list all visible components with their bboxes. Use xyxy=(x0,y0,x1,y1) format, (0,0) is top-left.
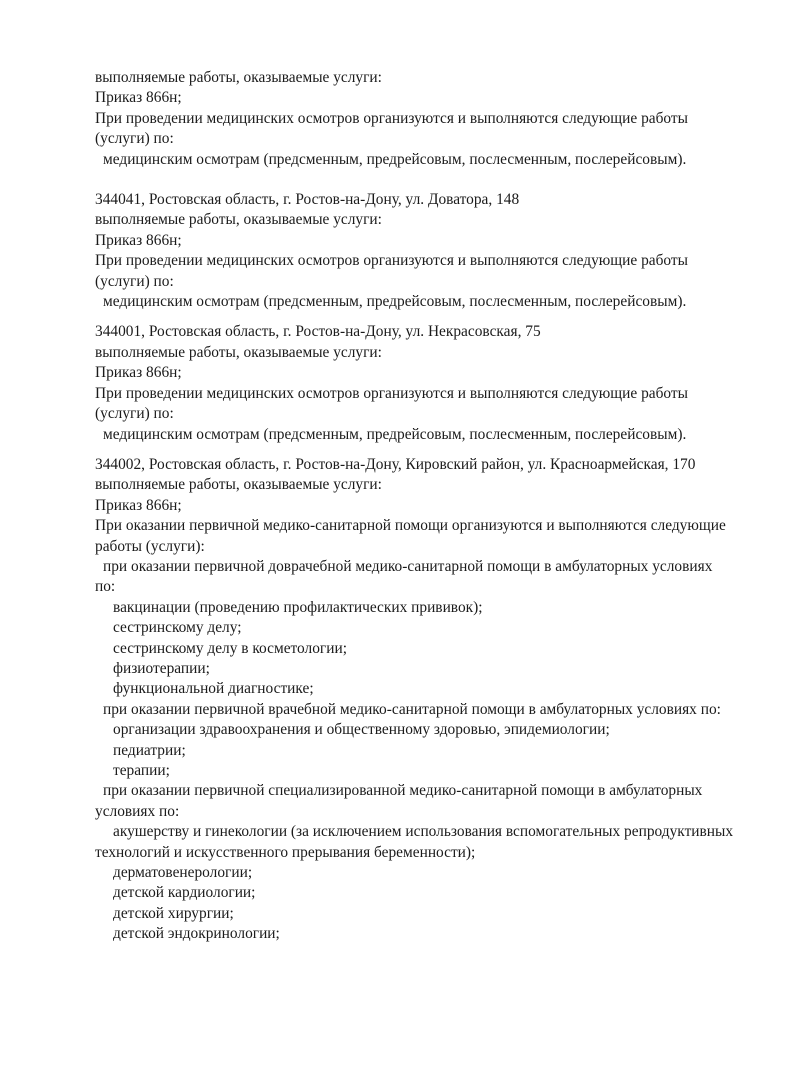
text-line: выполняемые работы, оказываемые услуги: xyxy=(95,69,382,86)
text-line: детской эндокринологии; xyxy=(113,925,280,943)
text-line: сестринскому делу; xyxy=(113,619,242,637)
text-line: при оказании первичной врачебной медико-санитарной помощи в амбулаторных условиях по: xyxy=(103,700,721,718)
text-line: (услуги) по: xyxy=(95,405,174,423)
text-line: Приказ 866н; xyxy=(95,364,182,382)
text-line: При проведении медицинских осмотров организуются и выполняются следующие работы xyxy=(95,109,688,127)
text-line: медицинским осмотрам (предсменным, предрейсовым, послесменным, послерейсовым). xyxy=(103,293,687,311)
text-line: функциональной диагностике; xyxy=(113,680,314,698)
text-line: При проведении медицинских осмотров организуются и выполняются следующие работы xyxy=(95,384,688,402)
text-line: условиях по: xyxy=(95,802,180,820)
text-line: по: xyxy=(95,578,116,596)
text-line: педиатрии; xyxy=(113,741,186,759)
text-line: медицинским осмотрам (предсменным, предрейсовым, послесменным, послерейсовым). xyxy=(103,425,687,443)
text-line: работы (услуги): xyxy=(95,537,205,555)
text-line: выполняемые работы, оказываемые услуги: xyxy=(95,343,382,361)
text-line: Приказ 866н; xyxy=(95,231,182,249)
text-line: (услуги) по: xyxy=(95,130,174,148)
text-line: технологий и искусственного прерывания беременности); xyxy=(95,843,476,861)
document-body xyxy=(95,68,775,945)
address-line: 344002, Ростовская область, г. Ростов-на-Дону, Кировский район, ул. Красноармейская, 170 xyxy=(95,455,696,473)
text-line: акушерству и гинекологии (за исключением использования вспомогательных репродуктивных xyxy=(113,823,734,841)
text-line: При проведении медицинских осмотров организуются и выполняются следующие работы xyxy=(95,252,688,270)
text-line: терапии; xyxy=(113,762,170,779)
text-line: вакцинации (проведению профилактических прививок); xyxy=(113,598,483,616)
text-line: детской кардиологии; xyxy=(113,884,256,902)
text-line: сестринскому делу в косметологии; xyxy=(113,639,347,657)
text-block xyxy=(95,68,775,170)
text-line: При оказании первичной медико-санитарной помощи организуются и выполняются следующие xyxy=(95,517,726,535)
text-line: выполняемые работы, оказываемые услуги: xyxy=(95,211,382,229)
text-line: детской хирургии; xyxy=(113,904,234,922)
text-line: медицинским осмотрам (предсменным, предрейсовым, послесменным, послерейсовым). xyxy=(103,150,687,168)
text-line: дерматовенерологии; xyxy=(113,864,253,882)
text-line: при оказании первичной доврачебной медико-санитарной помощи в амбулаторных условиях xyxy=(103,557,713,575)
text-line: организации здравоохранения и общественному здоровью, эпидемиологии; xyxy=(113,721,610,739)
text-line: Приказ 866н; xyxy=(95,496,182,514)
text-line: (услуги) по: xyxy=(95,272,174,290)
text-block xyxy=(95,322,775,444)
text-block xyxy=(95,455,775,945)
text-line: Приказ 866н; xyxy=(95,89,182,107)
text-block xyxy=(95,190,775,312)
text-line: выполняемые работы, оказываемые услуги: xyxy=(95,476,382,494)
text-line: при оказании первичной специализированной медико-санитарной помощи в амбулаторных xyxy=(103,782,703,800)
text-line: физиотерапии; xyxy=(113,659,210,677)
address-line: 344001, Ростовская область, г. Ростов-на-Дону, ул. Некрасовская, 75 xyxy=(95,323,541,341)
address-line: 344041, Ростовская область, г. Ростов-на-Дону, ул. Доватора, 148 xyxy=(95,191,520,209)
